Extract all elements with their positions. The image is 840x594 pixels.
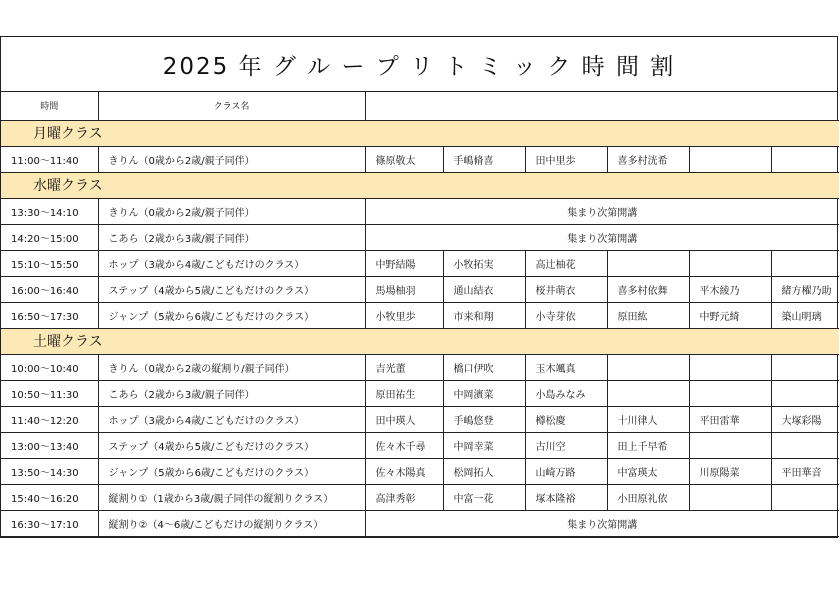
student-name: 十川律人 <box>607 406 689 432</box>
schedule-table <box>1 92 839 537</box>
student-name: 佐々木千尋 <box>365 432 443 458</box>
student-name: 緒方櫂乃助 <box>771 276 839 302</box>
section-label: 月曜クラス <box>1 120 839 146</box>
student-name <box>607 380 689 406</box>
class-time: 16:30～17:10 <box>1 510 98 536</box>
student-name: 田中里歩 <box>525 146 607 172</box>
schedule-body <box>1 92 839 536</box>
class-row <box>1 198 839 224</box>
class-time: 16:00～16:40 <box>1 276 98 302</box>
class-row <box>1 302 839 328</box>
section-label: 土曜クラス <box>1 328 839 354</box>
student-name <box>771 250 839 276</box>
student-name: 塚本隆裕 <box>525 484 607 510</box>
class-time: 14:20～15:00 <box>1 224 98 250</box>
student-name: 築山明璃 <box>771 302 839 328</box>
student-name: 古川空 <box>525 432 607 458</box>
student-name: 吉光董 <box>365 354 443 380</box>
enrollment-note: 集まり次第開講 <box>365 198 839 224</box>
time-header: 時間 <box>1 92 98 120</box>
student-name: 中野元綺 <box>689 302 771 328</box>
section-label: 水曜クラス <box>1 172 839 198</box>
class-time: 11:40～12:20 <box>1 406 98 432</box>
student-name: 手嶋脩喜 <box>443 146 525 172</box>
class-row <box>1 406 839 432</box>
student-name: 桜井萌衣 <box>525 276 607 302</box>
student-name: 原田紘 <box>607 302 689 328</box>
student-name <box>689 432 771 458</box>
student-name <box>771 354 839 380</box>
class-time: 15:10～15:50 <box>1 250 98 276</box>
student-name <box>689 146 771 172</box>
class-name: きりん（0歳から2歳/親子同伴） <box>98 146 365 172</box>
student-name <box>689 354 771 380</box>
enrollment-note: 集まり次第開講 <box>365 510 839 536</box>
student-name: 平田雷華 <box>689 406 771 432</box>
student-name: 玉木颯真 <box>525 354 607 380</box>
class-row <box>1 510 839 536</box>
student-name: 手嶋悠登 <box>443 406 525 432</box>
student-name: 中富瑛太 <box>607 458 689 484</box>
class-time: 10:00～10:40 <box>1 354 98 380</box>
class-time: 10:50～11:30 <box>1 380 98 406</box>
class-row <box>1 276 839 302</box>
section-row <box>1 328 839 354</box>
class-name-header: クラス名 <box>98 92 365 120</box>
student-name: 田中瑛人 <box>365 406 443 432</box>
student-name: 小田原礼依 <box>607 484 689 510</box>
student-name: 中野結陽 <box>365 250 443 276</box>
student-name: 高津秀彰 <box>365 484 443 510</box>
student-name <box>771 146 839 172</box>
student-name <box>607 354 689 380</box>
student-name: 佐々木陽真 <box>365 458 443 484</box>
student-name: 中岡濱菜 <box>443 380 525 406</box>
student-name: 松岡拓人 <box>443 458 525 484</box>
student-name <box>771 432 839 458</box>
student-name: 平田華音 <box>771 458 839 484</box>
student-name: 小牧里歩 <box>365 302 443 328</box>
section-row <box>1 172 839 198</box>
student-name: 中富一花 <box>443 484 525 510</box>
section-row <box>1 120 839 146</box>
class-name: 縦割り②（4～6歳/こどもだけの縦割りクラス） <box>98 510 365 536</box>
class-row <box>1 354 839 380</box>
enrollment-note: 集まり次第開講 <box>365 224 839 250</box>
class-row <box>1 432 839 458</box>
class-time: 11:00～11:40 <box>1 146 98 172</box>
class-row <box>1 250 839 276</box>
student-name: 山崎万路 <box>525 458 607 484</box>
student-name: 平木綾乃 <box>689 276 771 302</box>
student-name: 市来和翔 <box>443 302 525 328</box>
class-time: 13:30～14:10 <box>1 198 98 224</box>
student-name: 田上千早希 <box>607 432 689 458</box>
class-name: ジャンプ（5歳から6歳/こどもだけのクラス） <box>98 458 365 484</box>
class-row <box>1 484 839 510</box>
class-row <box>1 458 839 484</box>
class-name: ステップ（4歳から5歳/こどもだけのクラス） <box>98 432 365 458</box>
students-header <box>365 92 839 120</box>
student-name: 小島みなみ <box>525 380 607 406</box>
student-name: 喜多村洸希 <box>607 146 689 172</box>
schedule-sheet <box>0 36 838 538</box>
class-time: 13:00～13:40 <box>1 432 98 458</box>
class-time: 16:50～17:30 <box>1 302 98 328</box>
schedule-title: 2025 年 グ ル ー プ リ ト ミ ッ ク 時 間 割 <box>162 53 676 80</box>
student-name <box>771 484 839 510</box>
student-name: 樽松慶 <box>525 406 607 432</box>
student-name: 馬場柚羽 <box>365 276 443 302</box>
student-name: 橋口伊吹 <box>443 354 525 380</box>
student-name: 篠原敬太 <box>365 146 443 172</box>
student-name: 通山結衣 <box>443 276 525 302</box>
header-row <box>1 92 839 120</box>
student-name: 大塚彩陽 <box>771 406 839 432</box>
student-name: 中岡幸菜 <box>443 432 525 458</box>
student-name <box>607 250 689 276</box>
student-name <box>689 380 771 406</box>
class-name: ホップ（3歳から4歳/こどもだけのクラス） <box>98 250 365 276</box>
student-name <box>689 250 771 276</box>
student-name: 原田祐生 <box>365 380 443 406</box>
class-name: 縦割り①（1歳から3歳/親子同伴の縦割りクラス） <box>98 484 365 510</box>
student-name: 小寺芽依 <box>525 302 607 328</box>
class-row <box>1 380 839 406</box>
class-name: ステップ（4歳から5歳/こどもだけのクラス） <box>98 276 365 302</box>
student-name: 高辻柚花 <box>525 250 607 276</box>
student-name: 喜多村依舞 <box>607 276 689 302</box>
class-name: きりん（0歳から2歳の縦割り/親子同伴） <box>98 354 365 380</box>
class-name: ジャンプ（5歳から6歳/こどもだけのクラス） <box>98 302 365 328</box>
student-name: 川原陽菜 <box>689 458 771 484</box>
class-time: 13:50～14:30 <box>1 458 98 484</box>
student-name: 小牧拓実 <box>443 250 525 276</box>
class-time: 15:40～16:20 <box>1 484 98 510</box>
schedule-title-bar <box>1 37 837 92</box>
class-row <box>1 224 839 250</box>
class-name: ホップ（3歳から4歳/こどもだけのクラス） <box>98 406 365 432</box>
student-name <box>689 484 771 510</box>
class-name: きりん（0歳から2歳/親子同伴） <box>98 198 365 224</box>
class-name: こあら（2歳から3歳/親子同伴） <box>98 224 365 250</box>
class-row <box>1 146 839 172</box>
class-name: こあら（2歳から3歳/親子同伴） <box>98 380 365 406</box>
student-name <box>771 380 839 406</box>
